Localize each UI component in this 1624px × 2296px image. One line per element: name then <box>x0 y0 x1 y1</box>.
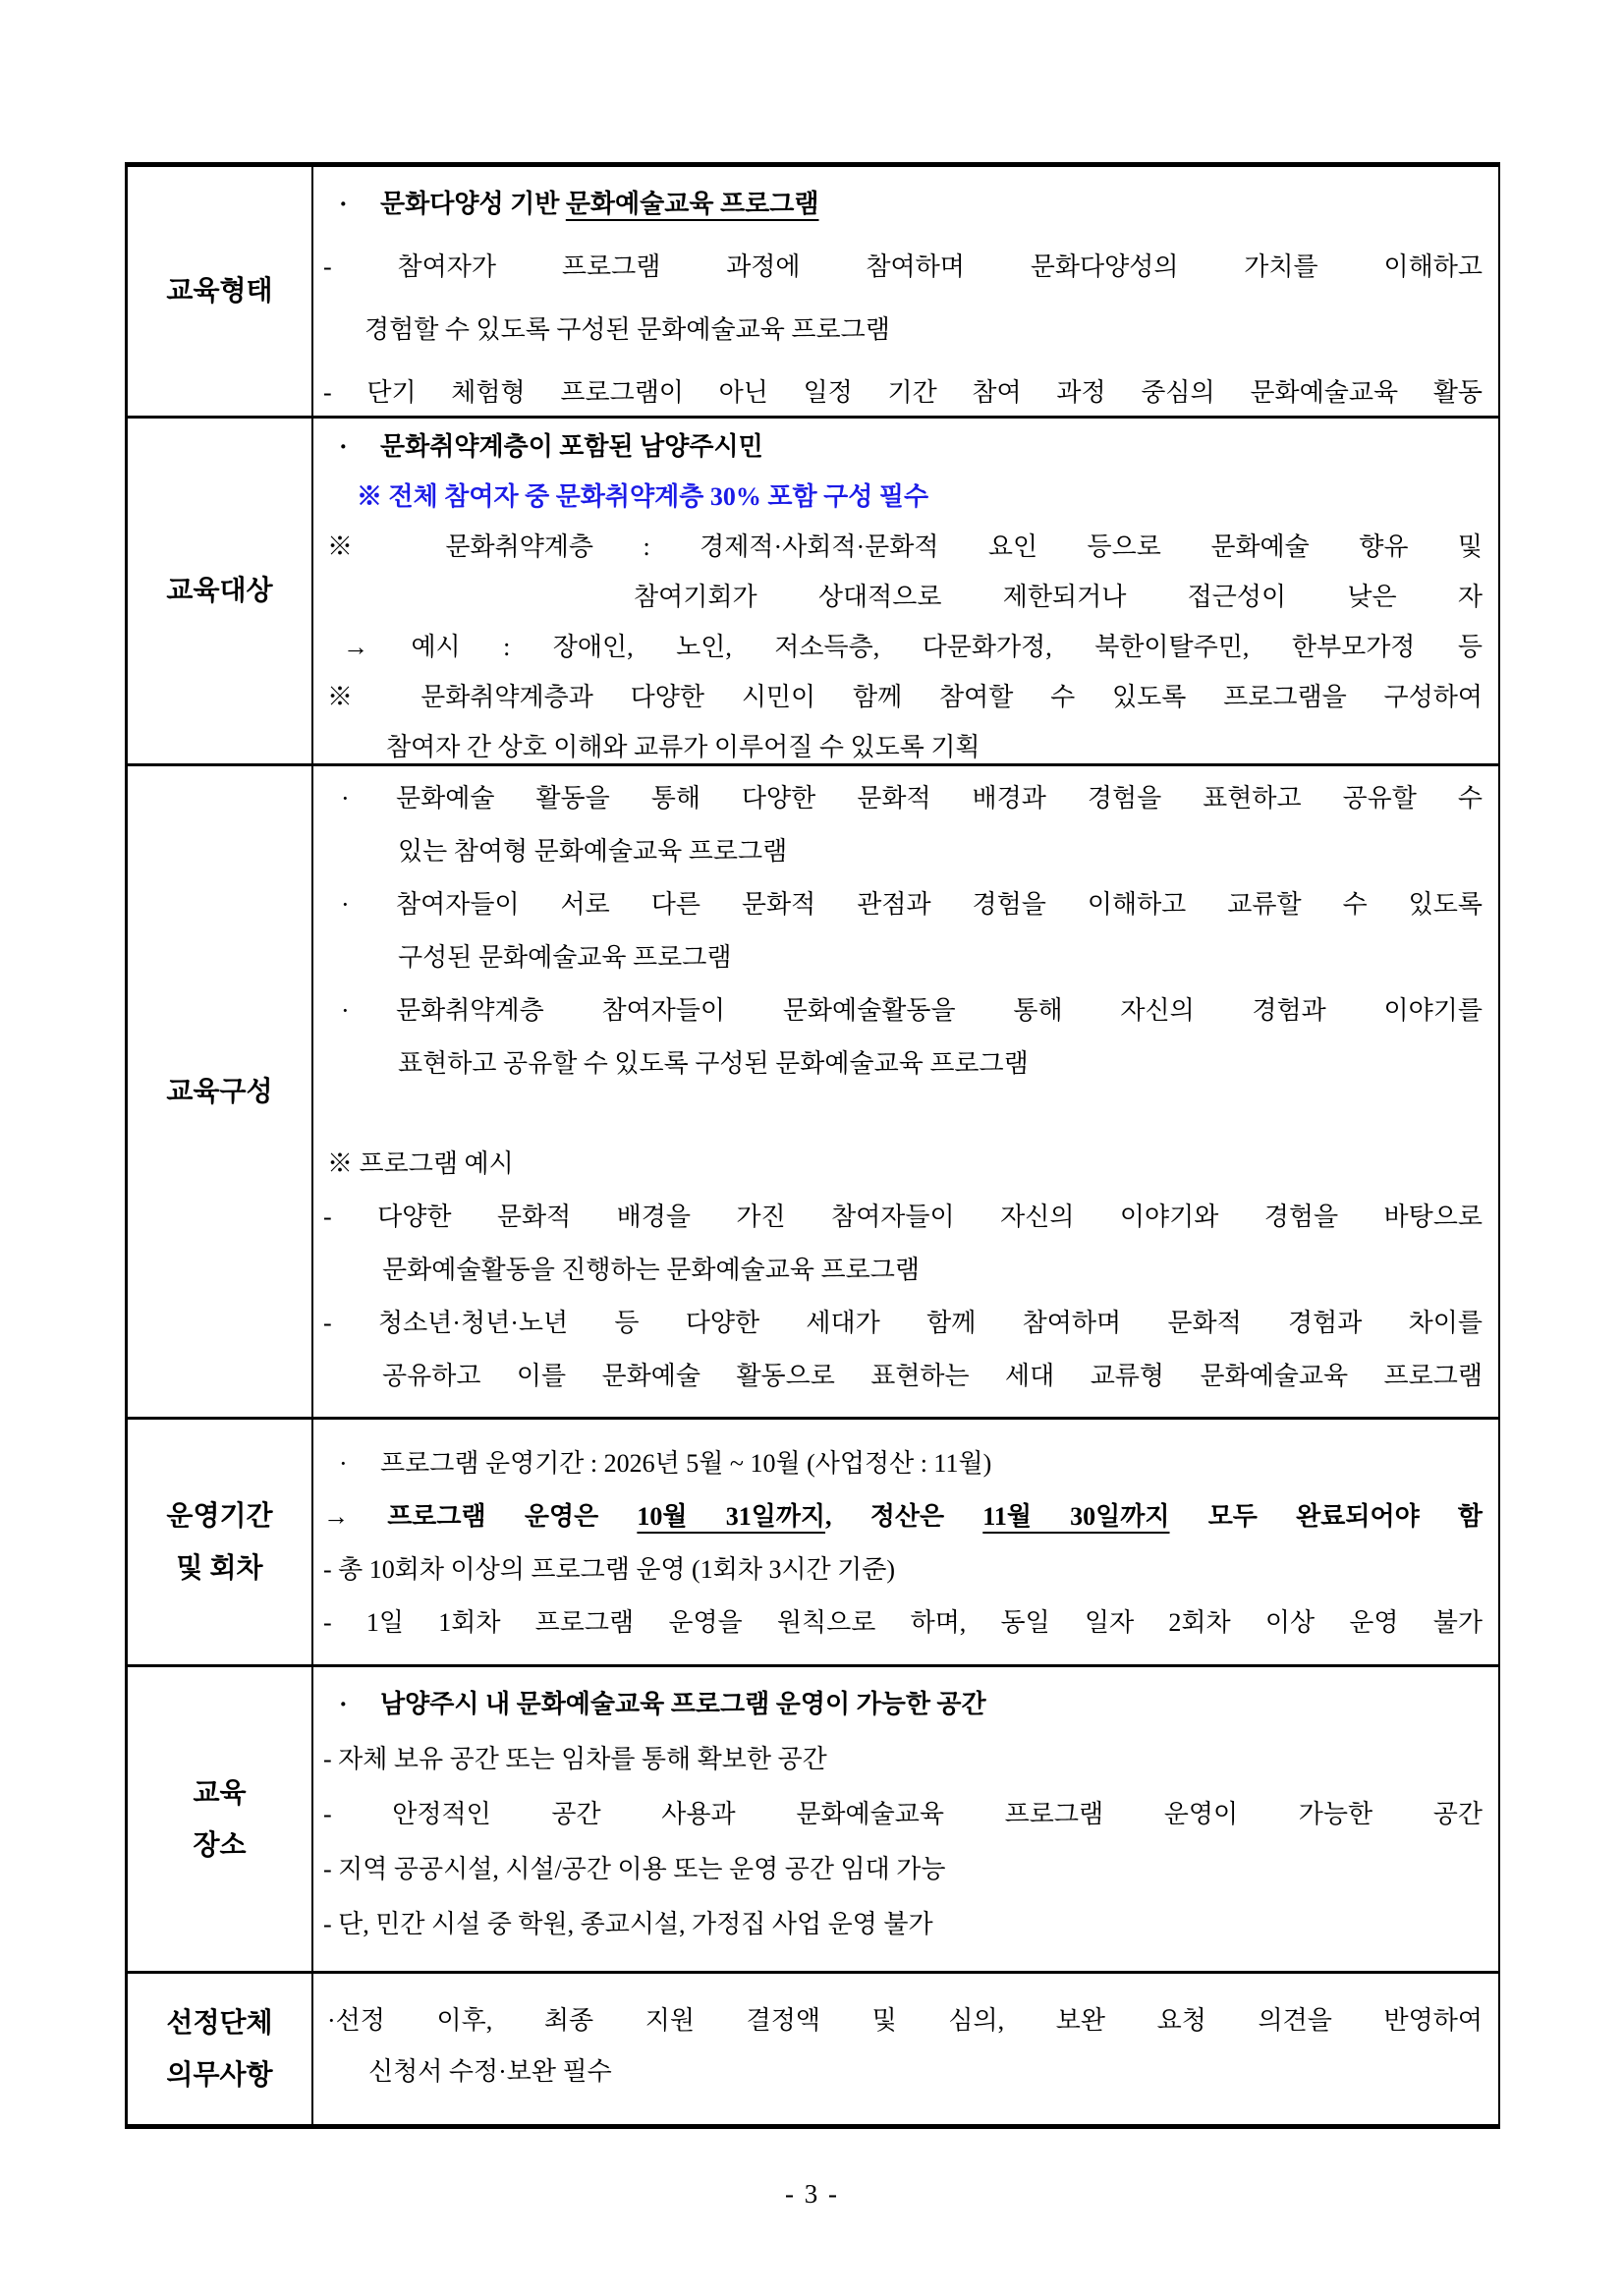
table-row-education-place <box>128 1667 1498 1974</box>
line-bullet-3-cont: 표현하고 공유할 수 있도록 구성된 문화예술교육 프로그램 <box>398 1049 1029 1078</box>
row-content-obligations <box>313 1974 1498 2124</box>
line-example-1-cont: 문화예술활동을 진행하는 문화예술교육 프로그램 <box>382 1256 920 1284</box>
line-bullet-3 <box>313 984 1486 1037</box>
row-label-text-2: 및 회차 <box>176 1552 263 1584</box>
table-row-obligations <box>128 1974 1498 2124</box>
row-label-education-composition <box>128 766 313 1417</box>
line-text: 참여자들이 서로 다른 문화적 관점과 경험을 이해하고 교류할 수 있도록 <box>396 890 1483 919</box>
line-text: 문화예술 활동을 통해 다양한 문화적 배경과 경험을 표현하고 공유할 수 <box>396 784 1483 812</box>
line-place-title <box>313 1677 1486 1732</box>
line-session-rule: - 1일 1회차 프로그램 운영을 원칙으로 하며, 동일 일자 2회차 이상 운영 불가 <box>323 1608 1483 1637</box>
line-vulnerable-definition: ※ 문화취약계층 : 경제적·사회적·문화적 요인 등으로 문화예술 향유 및 <box>327 532 1483 561</box>
line-period <box>313 1437 1486 1490</box>
row-label-text-1: 교육 <box>193 1777 247 1809</box>
line-place-public: - 지역 공공시설, 시설/공간 이용 또는 운영 공간 임대 가능 <box>323 1855 946 1883</box>
line-text: 문화취약계층이 포함된 남양주시민 <box>380 432 763 461</box>
bullet-dot: · <box>339 1449 348 1478</box>
row-label-text-2: 장소 <box>193 1829 247 1861</box>
line-text: , 정산은 <box>825 1502 983 1531</box>
bullet-dot: · <box>341 784 350 812</box>
line-target-title <box>313 421 1486 472</box>
table-row-education-type <box>128 167 1498 419</box>
line-session-count: - 총 10회차 이상의 프로그램 운영 (1회차 3시간 기준) <box>323 1555 896 1584</box>
line-deadline <box>313 1490 1486 1543</box>
line-bullet-2 <box>313 878 1486 931</box>
row-content-education-target <box>313 419 1498 763</box>
line-place-stable: - 안정적인 공간 사용과 문화예술교육 프로그램 운영이 가능한 공간 <box>323 1800 1483 1828</box>
line-example-2: - 청소년·청년·노년 등 다양한 세대가 함께 참여하며 문화적 경험과 차이를 <box>323 1309 1483 1337</box>
line-example-1: - 다양한 문화적 배경을 가진 참여자들이 자신의 이야기와 경험을 바탕으로 <box>323 1203 1483 1231</box>
row-label-obligations <box>128 1974 313 2124</box>
page-number: - 3 - <box>785 2179 839 2209</box>
row-content-education-type <box>313 167 1498 416</box>
line-place-owned: - 자체 보유 공간 또는 임차를 통해 확보한 공간 <box>323 1745 827 1773</box>
underlined-deadline-2: 11월 30일까지 <box>982 1502 1170 1531</box>
line-program-title <box>313 173 1486 236</box>
line-participation-desc-cont: 경험할 수 있도록 구성된 문화예술교육 프로그램 <box>364 315 890 344</box>
table-row-operation-period <box>128 1420 1498 1667</box>
row-content-operation-period <box>313 1420 1498 1664</box>
line-text: 프로그램 운영기간 : 2026년 5월 ~ 10월 (사업정산 : 11월) <box>380 1449 992 1478</box>
line-obligation: ·선정 이후, 최종 지원 결정액 및 심의, 보완 요청 의견을 반영하여 <box>327 2006 1483 2035</box>
line-obligation-cont: 신청서 수정·보완 필수 <box>368 2057 612 2086</box>
line-place-excluded: - 단, 민간 시설 중 학원, 종교시설, 가정집 사업 운영 불가 <box>323 1910 933 1938</box>
table-row-education-composition <box>128 766 1498 1420</box>
line-text: 모두 완료되어야 함 <box>1169 1502 1483 1531</box>
underlined-text: 문화예술교육 프로그램 <box>565 190 819 218</box>
row-content-education-place <box>313 1667 1498 1971</box>
line-participation-desc: - 참여자가 프로그램 과정에 참여하며 문화다양성의 가치를 이해하고 <box>323 252 1483 281</box>
line-bullet-1-cont: 있는 참여형 문화예술교육 프로그램 <box>398 837 788 866</box>
row-content-education-composition <box>313 766 1498 1417</box>
line-text: 남양주시 내 문화예술교육 프로그램 운영이 가능한 공간 <box>380 1690 986 1718</box>
line-bullet-1 <box>313 772 1486 825</box>
line-examples: → 예시 : 장애인, 노인, 저소득층, 다문화가정, 북한이탈주민, 한부모가정 등 <box>343 633 1483 661</box>
row-label-text-1: 선정단체 <box>166 2007 273 2039</box>
bullet-dot: · <box>339 1690 348 1718</box>
row-label-operation-period <box>128 1420 313 1664</box>
row-label-text-1: 운영기간 <box>166 1500 273 1532</box>
line-text: 문화취약계층 참여자들이 문화예술활동을 통해 자신의 경험과 이야기를 <box>396 996 1483 1025</box>
row-label-education-place <box>128 1667 313 1971</box>
bullet-dot: · <box>341 890 350 919</box>
line-example-heading: ※ 프로그램 예시 <box>327 1149 514 1178</box>
bullet-dot: · <box>339 432 348 461</box>
line-mix-note-cont: 참여자 간 상호 이해와 교류가 이루어질 수 있도록 기획 <box>386 733 980 761</box>
line-bullet-2-cont: 구성된 문화예술교육 프로그램 <box>398 943 732 972</box>
line-longterm-desc: - 단기 체험형 프로그램이 아닌 일정 기간 참여 과정 중심의 문화예술교육 활동 <box>323 378 1483 407</box>
line-vulnerable-definition-cont: 참여기회가 상대적으로 제한되거나 접근성이 낮은 자 <box>634 583 1483 611</box>
line-text: 문화다양성 기반 <box>380 190 566 218</box>
line-text: → 프로그램 운영은 <box>323 1502 638 1531</box>
row-label-text: 교육형태 <box>166 276 273 307</box>
underlined-deadline-1: 10월 31일까지 <box>637 1502 826 1531</box>
row-label-text: 교육대상 <box>166 576 273 606</box>
bullet-dot: · <box>341 996 350 1025</box>
line-example-2-cont: 공유하고 이를 문화예술 활동으로 표현하는 세대 교류형 문화예술교육 프로그램 <box>382 1362 1483 1390</box>
program-requirements-table <box>125 162 1500 2129</box>
row-label-text: 교육구성 <box>166 1076 273 1107</box>
line-blue-quota-note: ※ 전체 참여자 중 문화취약계층 30% 포함 구성 필수 <box>357 482 929 511</box>
table-row-education-target <box>128 419 1498 766</box>
line-mix-note: ※ 문화취약계층과 다양한 시민이 함께 참여할 수 있도록 프로그램을 구성하여 <box>327 683 1483 711</box>
bullet-dot: · <box>339 190 348 218</box>
row-label-text-2: 의무사항 <box>166 2059 273 2091</box>
blank-spacer <box>313 1091 1486 1138</box>
row-label-education-target <box>128 419 313 763</box>
row-label-education-type <box>128 167 313 416</box>
